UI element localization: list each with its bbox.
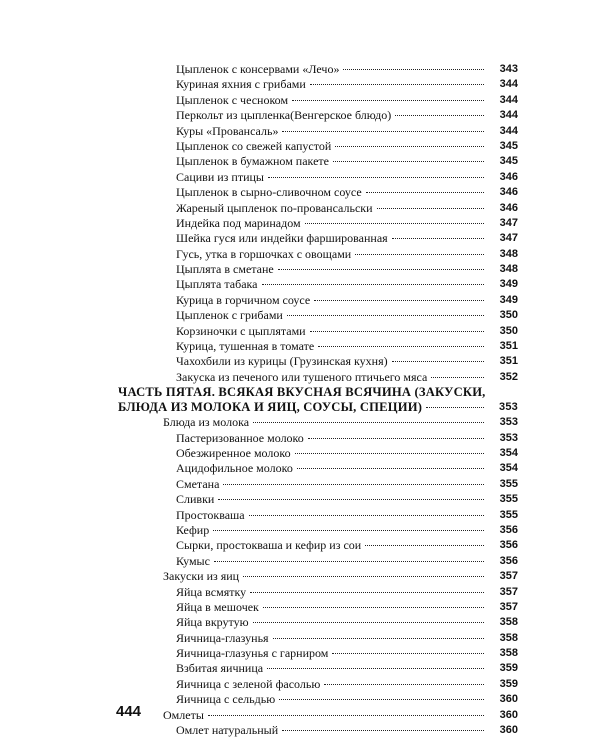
toc-part-heading — [118, 385, 518, 415]
toc-entry-page: 346 — [499, 201, 518, 214]
leader-dots — [263, 607, 484, 608]
leader-dots — [218, 499, 484, 500]
leader-dots — [365, 545, 484, 546]
toc-entry — [176, 723, 518, 738]
leader-dots — [392, 238, 484, 239]
toc-entry-page: 343 — [499, 63, 518, 75]
toc-entry — [176, 615, 518, 630]
toc-entry-page: 358 — [499, 616, 518, 629]
leader-dots — [426, 407, 484, 408]
toc-entry — [176, 599, 518, 615]
toc-entry — [176, 646, 518, 661]
leader-dots — [333, 161, 484, 162]
leader-dots — [287, 315, 484, 316]
toc-entry-page: 344 — [499, 109, 518, 122]
leader-dots — [208, 715, 484, 716]
toc-entry-title: Яйца всмятку — [176, 584, 247, 599]
leader-dots — [292, 100, 484, 101]
leader-dots — [308, 438, 484, 439]
toc-entry-title: Сациви из птицы — [176, 169, 264, 184]
leader-dots — [366, 192, 484, 193]
toc-entry — [176, 692, 518, 707]
toc-entry-page: 358 — [499, 631, 518, 644]
toc-entry-title: Цыпленок с грибами — [176, 308, 283, 323]
leader-dots — [223, 484, 484, 485]
toc-entry — [176, 277, 518, 292]
toc-entry-page: 344 — [499, 124, 518, 137]
toc-entry-page: 356 — [499, 554, 518, 567]
toc-entry — [176, 246, 518, 262]
toc-entry-title: Курица, тушенная в томате — [176, 339, 315, 354]
toc-entry — [176, 108, 518, 123]
leader-dots — [243, 576, 484, 577]
toc-entry-title: Перкольт из цыпленка(Венгерское блюдо) — [176, 108, 392, 123]
toc-entry — [176, 215, 518, 231]
leader-dots — [377, 208, 484, 209]
table-of-contents — [0, 62, 600, 738]
leader-dots — [395, 115, 484, 116]
toc-entry-title: Яйца в мешочек — [176, 599, 259, 614]
toc-entry — [176, 185, 518, 200]
toc-entry-page: 345 — [499, 155, 518, 168]
toc-entry-title: Омлет натуральный — [176, 723, 279, 738]
toc-entry-title: Яичница-глазунья — [176, 630, 269, 645]
toc-entry — [176, 92, 518, 108]
leader-dots — [297, 468, 484, 469]
toc-entry-page: 344 — [499, 93, 518, 106]
toc-entry-title: Цыпленок в сырно-сливочном соусе — [176, 185, 362, 200]
toc-entry-page: 346 — [499, 186, 518, 199]
toc-entry-page: 347 — [499, 216, 518, 229]
toc-entry-title: Яйца вкрутую — [176, 615, 249, 630]
leader-dots — [267, 668, 484, 669]
toc-entry-page: 354 — [499, 446, 518, 459]
toc-entry-title: Индейка под маринадом — [176, 215, 301, 230]
toc-entry-title: Чахохбили из курицы (Грузинская кухня) — [176, 354, 388, 369]
toc-entry-page: 358 — [499, 647, 518, 660]
toc-entry-title: Шейка гуся или индейки фаршированная — [176, 231, 388, 246]
toc-entry-title: Цыплята табака — [176, 277, 258, 292]
toc-section — [163, 569, 518, 584]
toc-section-page: 353 — [499, 416, 518, 429]
toc-entry-page: 355 — [499, 493, 518, 506]
toc-entry-page: 354 — [499, 462, 518, 475]
toc-entry-page: 344 — [499, 78, 518, 91]
leader-dots — [355, 254, 484, 255]
toc-entry — [176, 538, 518, 553]
toc-entry — [176, 507, 518, 523]
leader-dots — [250, 592, 484, 593]
leader-dots — [262, 284, 485, 285]
leader-dots — [310, 84, 484, 85]
toc-entry-page: 352 — [499, 370, 518, 383]
leader-dots — [282, 730, 484, 731]
toc-entry-title: Сливки — [176, 492, 215, 507]
leader-dots — [318, 346, 484, 347]
toc-entry-page: 357 — [499, 600, 518, 613]
toc-entry-title: Обезжиренное молоко — [176, 445, 291, 460]
toc-entry-title: Взбитая яичница — [176, 661, 264, 676]
toc-entry-title: Сметана — [176, 476, 220, 491]
toc-entry — [176, 461, 518, 476]
toc-entry — [176, 553, 518, 569]
toc-entry-page: 345 — [499, 139, 518, 152]
toc-section-title: Омлеты — [163, 707, 204, 722]
toc-entry — [176, 492, 518, 507]
toc-entry-title: Цыпленок с консервами «Лечо» — [176, 62, 340, 76]
toc-entry-title: Простокваша — [176, 507, 245, 522]
toc-entry-page: 355 — [499, 477, 518, 490]
toc-entry-page: 349 — [499, 293, 518, 306]
toc-entry-page: 360 — [499, 693, 518, 706]
leader-dots — [343, 69, 484, 70]
toc-entry-title: Гусь, утка в горшочках с овощами — [176, 246, 352, 261]
toc-entry — [176, 323, 518, 339]
toc-section-page: 357 — [499, 570, 518, 583]
leader-dots — [279, 699, 484, 700]
toc-entry — [176, 661, 518, 676]
toc-entry — [176, 77, 518, 92]
toc-section-title: Блюда из молока — [163, 415, 250, 430]
toc-entry-page: 359 — [499, 677, 518, 690]
part-title-line-1: ЧАСТЬ ПЯТАЯ. ВСЯКАЯ ВКУСНАЯ ВСЯЧИНА (ЗАКУСКИ, — [118, 385, 486, 400]
toc-entry-title: Яичница с зеленой фасолью — [176, 676, 321, 691]
leader-dots — [431, 377, 484, 378]
toc-entry-title: Яичница с сельдью — [176, 692, 276, 707]
leader-dots — [335, 146, 484, 147]
toc-entry-page: 350 — [499, 309, 518, 322]
toc-entry — [176, 476, 518, 492]
toc-entry-page: 346 — [499, 170, 518, 183]
toc-entry-title: Цыпленок с чесноком — [176, 92, 289, 107]
toc-entry-title: Жареный цыпленок по-провансальски — [176, 200, 373, 215]
toc-entry-page: 351 — [499, 340, 518, 353]
toc-entry-title: Яичница-глазунья с гарниром — [176, 646, 329, 661]
leader-dots — [273, 638, 484, 639]
toc-entry — [176, 123, 518, 139]
toc-entry-title: Пастеризованное молоко — [176, 430, 304, 445]
toc-entry-page: 347 — [499, 232, 518, 245]
toc-entry-page: 356 — [499, 523, 518, 536]
leader-dots — [282, 131, 484, 132]
part-title-line-2: БЛЮДА ИЗ МОЛОКА И ЯИЦ, СОУСЫ, СПЕЦИИ) — [118, 400, 423, 415]
toc-entry — [176, 138, 518, 154]
toc-entry-title: Цыплята в сметане — [176, 262, 274, 277]
toc-entry-page: 355 — [499, 508, 518, 521]
leader-dots — [268, 177, 484, 178]
page-number: 444 — [116, 703, 142, 720]
toc-entry-page: 353 — [499, 431, 518, 444]
toc-entry-title: Закуска из печеного или тушеного птичьего мяса — [176, 369, 428, 384]
toc-entry — [176, 354, 518, 369]
leader-dots — [305, 223, 484, 224]
toc-entry — [176, 676, 518, 692]
toc-entry-page: 357 — [499, 585, 518, 598]
toc-entry-page: 356 — [499, 539, 518, 552]
leader-dots — [278, 269, 484, 270]
leader-dots — [214, 561, 484, 562]
toc-section-title: Закуски из яиц — [163, 569, 240, 584]
leader-dots — [324, 684, 484, 685]
leader-dots — [332, 653, 484, 654]
leader-dots — [253, 622, 484, 623]
leader-dots — [392, 361, 484, 362]
toc-entry-title: Куриная яхния с грибами — [176, 77, 306, 92]
toc-entry-title: Курица в горчичном соусе — [176, 292, 311, 307]
toc-entry — [176, 630, 518, 646]
toc-entry-title: Корзиночки с цыплятами — [176, 323, 306, 338]
toc-entry-title: Ацидофильное молоко — [176, 461, 293, 476]
toc-entry-page: 350 — [499, 324, 518, 337]
toc-entry-page: 348 — [499, 247, 518, 260]
toc-section — [163, 707, 518, 723]
toc-part-page: 353 — [499, 401, 518, 414]
leader-dots — [253, 422, 484, 423]
toc-entry-title: Цыпленок со свежей капустой — [176, 138, 332, 153]
toc-entry — [176, 445, 518, 461]
leader-dots — [213, 530, 484, 531]
toc-entry — [176, 231, 518, 246]
toc-entry-title: Цыпленок в бумажном пакете — [176, 154, 329, 169]
toc-entry-title: Сырки, простокваша и кефир из сои — [176, 538, 362, 553]
leader-dots — [295, 453, 484, 454]
toc-entry — [176, 308, 518, 323]
leader-dots — [249, 515, 484, 516]
toc-entry — [176, 262, 518, 277]
toc-entry-page: 351 — [499, 355, 518, 368]
leader-dots — [314, 300, 484, 301]
toc-entry — [176, 154, 518, 169]
toc-entry — [176, 62, 518, 77]
toc-entry-title: Куры «Провансаль» — [176, 123, 279, 138]
toc-entry — [176, 292, 518, 308]
toc-entry — [176, 430, 518, 446]
toc-entry — [176, 369, 518, 385]
toc-entry — [176, 584, 518, 600]
toc-entry-page: 349 — [499, 278, 518, 291]
toc-entry — [176, 522, 518, 538]
toc-entry-title: Кефир — [176, 522, 210, 537]
leader-dots — [310, 331, 484, 332]
toc-entry-page: 359 — [499, 662, 518, 675]
toc-section-page: 360 — [499, 708, 518, 721]
toc-entry-title: Кумыс — [176, 553, 210, 568]
toc-entry-page: 360 — [499, 724, 518, 737]
toc-entry — [176, 200, 518, 216]
part-title-line-2-wrap — [118, 400, 488, 415]
toc-entry-page: 348 — [499, 263, 518, 276]
toc-section — [163, 415, 518, 430]
toc-entry — [176, 169, 518, 185]
toc-entry — [176, 339, 518, 354]
